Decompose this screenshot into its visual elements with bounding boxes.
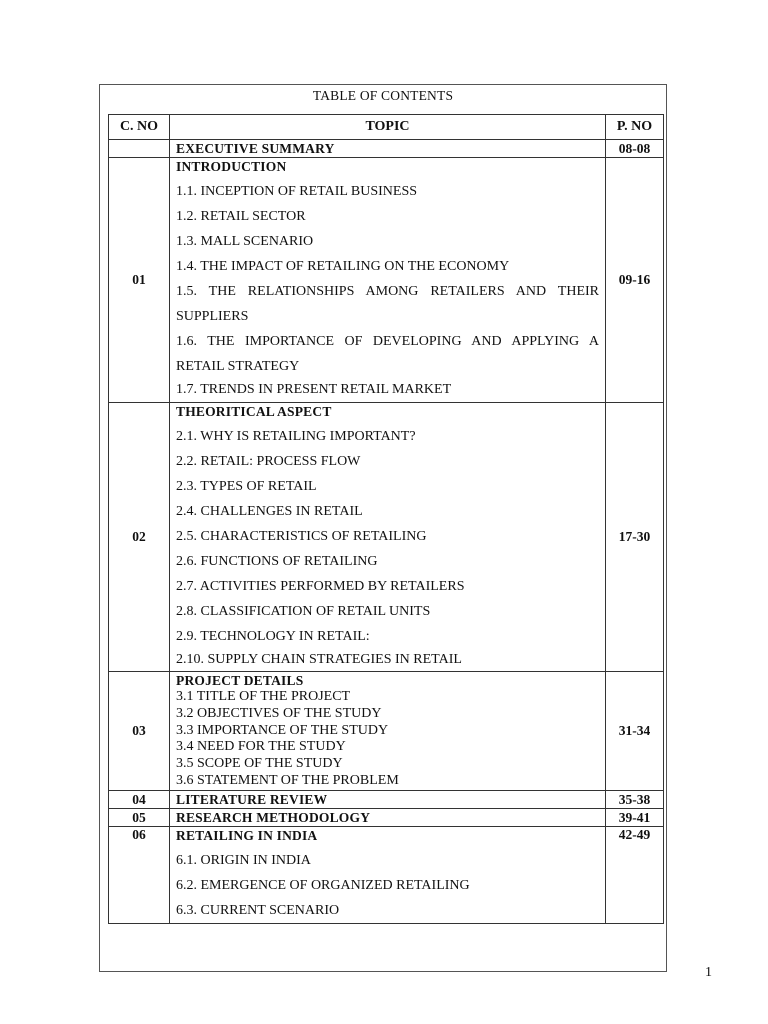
- row-chapter-03: [109, 672, 664, 791]
- header-chapter-no: C. NO: [109, 115, 170, 140]
- page-range: 35-38: [606, 791, 664, 809]
- list-item: 2.4. CHALLENGES IN RETAIL: [176, 504, 363, 519]
- page-range: 31-34: [606, 672, 664, 791]
- chapter-no: 06: [109, 827, 170, 924]
- chapter-no: [109, 140, 170, 158]
- page-range: 42-49: [606, 827, 664, 924]
- list-item: 3.3 IMPORTANCE OF THE STUDY: [176, 722, 389, 738]
- list-item: 2.1. WHY IS RETAILING IMPORTANT?: [176, 429, 416, 444]
- list-item-continued: SUPPLIERS: [176, 309, 249, 324]
- list-item: 2.2. RETAIL: PROCESS FLOW: [176, 454, 361, 469]
- row-chapter-06: [109, 827, 664, 924]
- list-item: 2.3. TYPES OF RETAIL: [176, 479, 317, 494]
- page-range: 39-41: [606, 809, 664, 827]
- chapter-no: 03: [109, 672, 170, 791]
- chapter-no: 05: [109, 809, 170, 827]
- list-item: 1.7. TRENDS IN PRESENT RETAIL MARKET: [176, 382, 452, 397]
- list-item: 2.6. FUNCTIONS OF RETAILING: [176, 554, 378, 569]
- row-chapter-04: [109, 791, 664, 809]
- list-item: 1.5. THE RELATIONSHIPS AMONG RETAILERS AND THEIR: [176, 284, 599, 299]
- list-item: 3.1 TITLE OF THE PROJECT: [176, 689, 351, 704]
- chapter-no: 01: [109, 158, 170, 403]
- row-chapter-01: [109, 158, 664, 403]
- page-range: 17-30: [606, 403, 664, 672]
- list-item: 2.5. CHARACTERISTICS OF RETAILING: [176, 529, 427, 544]
- list-item: 1.1. INCEPTION OF RETAIL BUSINESS: [176, 184, 418, 199]
- header-topic: TOPIC: [170, 115, 606, 140]
- section-title: THEORITICAL ASPECT: [176, 404, 332, 419]
- toc-table: [108, 114, 664, 924]
- chapter-no: 02: [109, 403, 170, 672]
- section-title: EXECUTIVE SUMMARY: [176, 141, 335, 156]
- section-title: INTRODUCTION: [176, 159, 287, 174]
- list-item: 2.7. ACTIVITIES PERFORMED BY RETAILERS: [176, 579, 465, 594]
- header-row: [109, 115, 664, 140]
- list-item: 6.3. CURRENT SCENARIO: [176, 903, 340, 918]
- list-item: 6.2. EMERGENCE OF ORGANIZED RETAILING: [176, 878, 470, 893]
- list-item: 2.8. CLASSIFICATION OF RETAIL UNITS: [176, 604, 431, 619]
- list-item: 3.6 STATEMENT OF THE PROBLEM: [176, 772, 399, 788]
- list-item: 1.4. THE IMPACT OF RETAILING ON THE ECONOMY: [176, 259, 510, 274]
- chapter-no: 04: [109, 791, 170, 809]
- list-item: 2.9. TECHNOLOGY IN RETAIL:: [176, 629, 370, 644]
- list-item: 1.2. RETAIL SECTOR: [176, 209, 306, 224]
- section-title: LITERATURE REVIEW: [176, 792, 328, 807]
- list-item: 2.10. SUPPLY CHAIN STRATEGIES IN RETAIL: [176, 652, 462, 667]
- list-item: 3.5 SCOPE OF THE STUDY: [176, 756, 343, 772]
- list-item: 3.2 OBJECTIVES OF THE STUDY: [176, 705, 382, 721]
- list-item: 1.3. MALL SCENARIO: [176, 234, 314, 249]
- section-title: RETAILING IN INDIA: [176, 828, 318, 843]
- row-chapter-02: [109, 403, 664, 672]
- list-item-continued: RETAIL STRATEGY: [176, 359, 300, 374]
- page-range: 09-16: [606, 158, 664, 403]
- page-number: 1: [705, 965, 712, 980]
- list-item: 6.1. ORIGIN IN INDIA: [176, 853, 311, 868]
- row-executive-summary: [109, 140, 664, 158]
- page-range: 08-08: [606, 140, 664, 158]
- section-title: RESEARCH METHODOLOGY: [176, 810, 371, 825]
- toc-title: TABLE OF CONTENTS: [312, 88, 454, 103]
- list-item: 1.6. THE IMPORTANCE OF DEVELOPING AND APPLYING A: [176, 334, 599, 349]
- section-title: PROJECT DETAILS: [176, 673, 304, 688]
- list-item: 3.4 NEED FOR THE STUDY: [176, 739, 346, 755]
- header-page-no: P. NO: [606, 115, 664, 140]
- row-chapter-05: [109, 809, 664, 827]
